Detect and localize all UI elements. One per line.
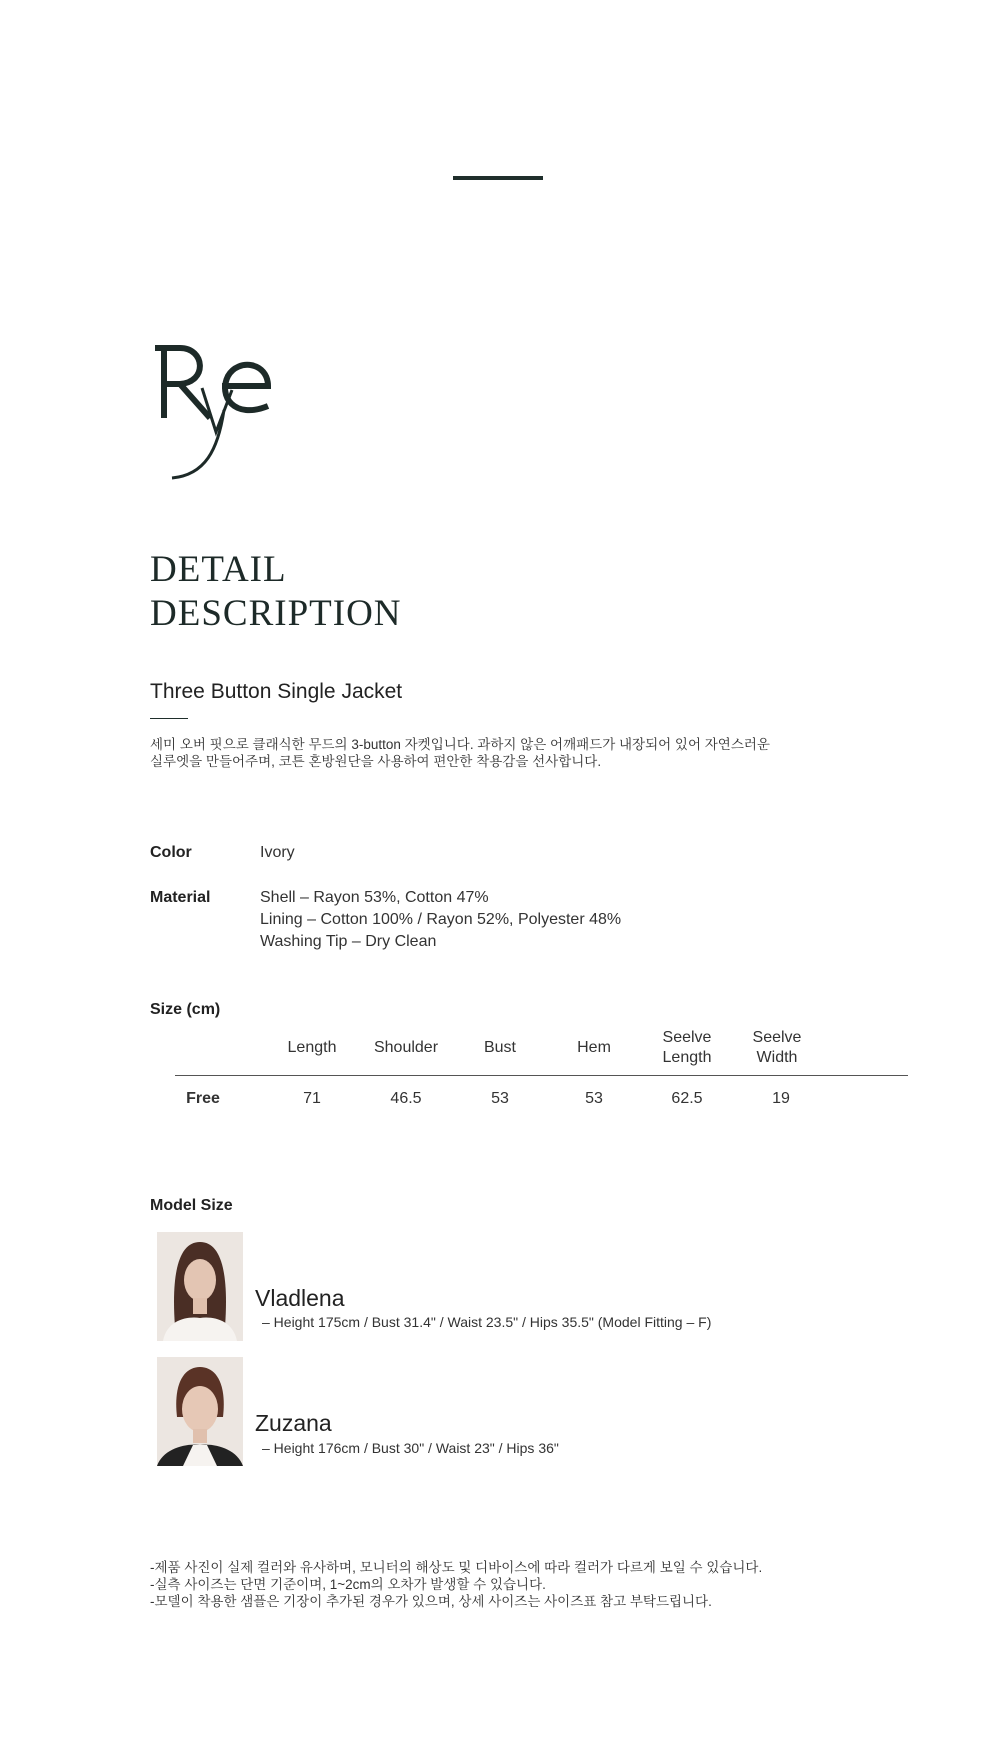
- col-header: Seelve Width: [752, 1029, 802, 1066]
- col-header: Shoulder: [373, 1039, 439, 1056]
- model-photo-vladlena: [157, 1232, 243, 1341]
- size-cell: Free: [186, 1090, 220, 1107]
- table-cell: 62.5: [671, 1090, 703, 1107]
- description-line: 세미 오버 핏으로 클래식한 무드의 3-button 자켓입니다. 과하지 않은 어깨패드가 내장되어 있어 자연스러운: [150, 737, 770, 752]
- model-details: – Height 176cm / Bust 30" / Waist 23" / Hips 36": [262, 1440, 559, 1456]
- table-cell: 53: [585, 1090, 603, 1107]
- material-line: Shell – Rayon 53%, Cotton 47%: [260, 889, 489, 906]
- brand-logo: [150, 340, 275, 495]
- table-cell: 46.5: [390, 1090, 422, 1107]
- section-title-line2: DESCRIPTION: [150, 593, 402, 634]
- material-line: Lining – Cotton 100% / Rayon 52%, Polyester 48%: [260, 911, 622, 928]
- material-line: Washing Tip – Dry Clean: [260, 933, 437, 950]
- notes: [150, 1559, 762, 1610]
- material-label: Material: [150, 889, 211, 906]
- col-header: Bust: [483, 1039, 516, 1056]
- note-line: -모델이 착용한 샘플은 기장이 추가된 경우가 있으며, 상세 사이즈는 사이즈표 참고 부탁드립니다.: [150, 1594, 712, 1609]
- table-cell: 53: [491, 1090, 509, 1107]
- material-value: [260, 887, 621, 953]
- title-underline: [150, 718, 188, 719]
- model-photo-zuzana: [157, 1357, 243, 1466]
- col-header: Length: [287, 1039, 337, 1056]
- col-header: Seelve Length: [662, 1029, 712, 1066]
- color-value: Ivory: [260, 844, 295, 861]
- product-description: [150, 736, 910, 770]
- note-line: -제품 사진이 실제 컬러와 유사하며, 모니터의 해상도 및 디바이스에 따라 컬러가 다르게 보일 수 있습니다.: [150, 1560, 763, 1575]
- note-line: -실측 사이즈는 단면 기준이며, 1~2cm의 오차가 발생할 수 있습니다.: [150, 1577, 546, 1592]
- size-table-title: Size (cm): [150, 1001, 221, 1018]
- model-size-title: Model Size: [150, 1197, 233, 1214]
- product-name: Three Button Single Jacket: [150, 680, 403, 703]
- top-divider: [453, 176, 543, 180]
- section-title-line1: DETAIL: [150, 549, 287, 590]
- table-cell: 71: [303, 1090, 321, 1107]
- description-line: 실루엣을 만들어주며, 코튼 혼방원단을 사용하여 편안한 착용감을 선사합니다.: [150, 754, 602, 769]
- table-cell: 19: [772, 1090, 790, 1107]
- model-name: Zuzana: [255, 1410, 332, 1436]
- col-header: Hem: [577, 1039, 611, 1056]
- table-divider: [175, 1075, 908, 1076]
- model-details: – Height 175cm / Bust 31.4" / Waist 23.5" / Hips 35.5" (Model Fitting – F): [262, 1314, 712, 1330]
- color-label: Color: [150, 844, 192, 861]
- model-name: Vladlena: [255, 1285, 345, 1311]
